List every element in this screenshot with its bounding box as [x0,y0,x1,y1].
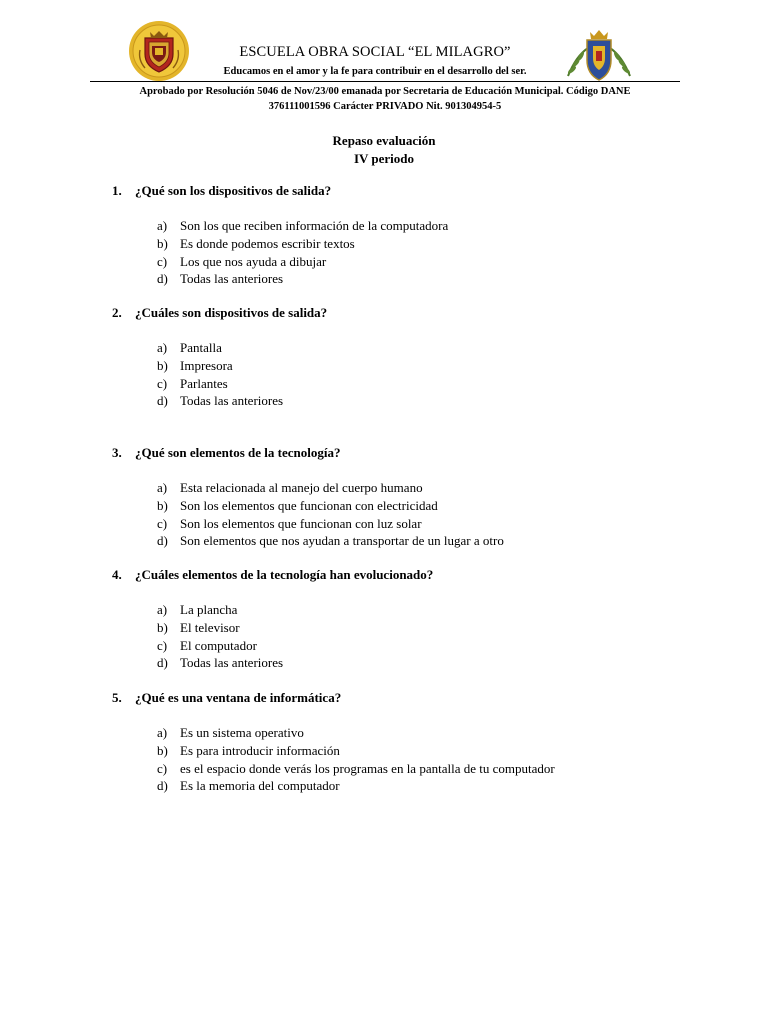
question-text: ¿Cuáles elementos de la tecnología han evolucionado? [135,567,434,582]
option-text: Todas las anteriores [180,393,284,409]
question-2 [112,305,327,321]
option-text: Es para introducir información [180,742,340,758]
question-3 [112,445,340,461]
option-text: es el espacio donde verás los programas en la pantalla de tu computador [180,760,555,776]
question-number: 3. [112,445,122,460]
option-item [157,357,283,375]
option-label: d) [157,533,168,549]
option-text: Es donde podemos escribir textos [180,235,355,251]
approval-notice [90,84,680,114]
question-4-options [157,601,283,672]
option-label: b) [157,357,168,373]
option-text: Los que nos ayuda a dibujar [180,253,327,269]
header-divider [90,81,680,82]
option-text: Todas las anteriores [180,271,284,287]
option-text: Impresora [180,357,233,373]
option-item [157,742,555,760]
option-item [157,479,504,497]
option-label: d) [157,271,168,287]
option-item [157,392,283,410]
question-text: ¿Qué son elementos de la tecnología? [135,445,341,460]
option-item [157,760,555,778]
option-label: d) [157,393,168,409]
option-label: a) [157,340,168,355]
question-number: 2. [112,305,122,320]
title-line-1: Repaso evaluación [332,133,436,148]
option-text: Parlantes [180,375,228,391]
option-text: Pantalla [180,340,222,355]
approval-line-2: 376111001596 Carácter PRIVADO Nit. 901304954-5 [268,101,502,112]
option-label: c) [157,253,168,269]
question-2-options [157,339,283,410]
question-1-options [157,217,448,288]
option-text: Todas las anteriores [180,655,284,671]
option-label: a) [157,480,168,495]
option-item [157,532,504,550]
school-motto: Educamos en el amor y la fe para contribuir en el desarrollo del ser. [223,66,527,77]
option-label: a) [157,602,168,617]
option-item [157,235,448,253]
option-item [157,777,555,795]
option-text: El televisor [180,619,240,635]
option-item [157,375,283,393]
school-crest-icon [128,20,190,82]
option-label: b) [157,235,168,251]
option-item [157,724,555,742]
option-item [157,654,283,672]
question-4 [112,567,433,583]
option-text: Son los elementos que funcionan con luz solar [180,515,422,531]
option-text: Son los que reciben información de la computadora [180,218,449,233]
option-label: a) [157,725,168,740]
option-label: b) [157,497,168,513]
question-number: 5. [112,690,122,705]
option-label: b) [157,742,168,758]
question-3-options [157,479,504,550]
option-text: La plancha [180,602,238,617]
title-line-2: IV periodo [353,150,415,166]
option-label: d) [157,778,168,794]
option-item [157,217,448,235]
option-text: Son elementos que nos ayudan a transportar de un lugar a otro [180,533,504,549]
question-number: 4. [112,567,122,582]
option-label: c) [157,515,168,531]
school-name: ESCUELA OBRA SOCIAL “EL MILAGRO” [239,44,511,60]
municipal-coat-of-arms-icon [562,26,636,84]
option-item [157,601,283,619]
question-text: ¿Qué son los dispositivos de salida? [135,183,332,198]
option-label: c) [157,375,168,391]
option-item [157,253,448,271]
option-item [157,619,283,637]
option-item [157,515,504,533]
option-label: c) [157,637,168,653]
option-text: El computador [180,637,257,653]
option-item [157,497,504,515]
question-number: 1. [112,183,122,198]
option-item [157,339,283,357]
option-text: Es la memoria del computador [180,778,340,794]
question-1 [112,183,331,199]
option-label: c) [157,760,168,776]
question-5 [112,690,341,706]
option-text: Esta relacionada al manejo del cuerpo humano [180,480,423,495]
document-title [234,132,534,167]
option-text: Son los elementos que funcionan con electricidad [180,497,438,513]
option-label: d) [157,655,168,671]
approval-line-1: Aprobado por Resolución 5046 de Nov/23/00 emanada por Secretaria de Educación Municipal. Código DANE [139,86,631,97]
option-label: b) [157,619,168,635]
question-5-options [157,724,555,795]
option-text: Es un sistema operativo [180,725,304,740]
question-text: ¿Cuáles son dispositivos de salida? [135,305,328,320]
option-item [157,637,283,655]
option-item [157,270,448,288]
option-label: a) [157,218,168,233]
question-text: ¿Qué es una ventana de informática? [135,690,342,705]
